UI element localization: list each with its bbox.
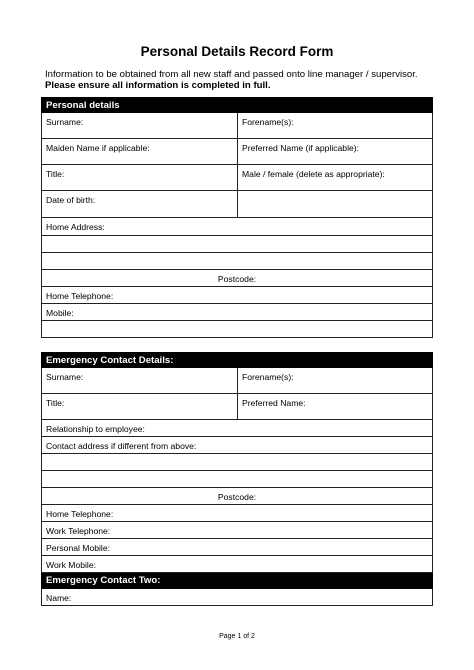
address-blank-line[interactable] — [42, 236, 432, 252]
relationship-field[interactable]: Relationship to employee: — [46, 424, 145, 434]
address-blank-line[interactable] — [42, 471, 432, 487]
intro-text — [45, 69, 418, 91]
emergency-preferred-name-field[interactable]: Preferred Name: — [242, 398, 306, 408]
emergency-contact-section — [41, 352, 433, 606]
emergency-postcode-field[interactable]: Postcode: — [217, 492, 257, 502]
home-telephone-row — [41, 287, 433, 304]
contact-address-line-2 — [41, 454, 433, 471]
work-mobile-field[interactable]: Work Mobile: — [46, 560, 96, 570]
postcode-row — [41, 270, 433, 287]
contact-address-line-3 — [41, 471, 433, 488]
emergency-surname-field[interactable]: Surname: — [42, 368, 238, 393]
address-blank-line[interactable] — [42, 454, 432, 470]
address-blank-line[interactable] — [42, 253, 432, 269]
personal-details-header: Personal details — [41, 97, 433, 113]
title-field[interactable]: Title: — [42, 165, 238, 190]
intro-line-1: Information to be obtained from all new staff and passed onto line manager / supervisor. — [45, 69, 418, 80]
emergency-two-name-row — [41, 589, 433, 606]
home-address-field[interactable]: Home Address: — [46, 222, 105, 232]
maiden-name-field[interactable]: Maiden Name if applicable: — [42, 139, 238, 164]
emergency-forenames-field[interactable]: Forename(s): — [242, 372, 294, 382]
home-telephone-field[interactable]: Home Telephone: — [46, 291, 114, 301]
page-number: Page 1 of 2 — [219, 633, 255, 640]
work-telephone-field[interactable]: Work Telephone: — [46, 526, 111, 536]
dob-field[interactable]: Date of birth: — [42, 191, 238, 217]
emergency-contact-header: Emergency Contact Details: — [41, 352, 433, 368]
intro-line-2: Please ensure all information is completed in full. — [45, 80, 271, 91]
mobile-field[interactable]: Mobile: — [46, 308, 74, 318]
dob-row — [41, 191, 433, 218]
surname-row — [41, 113, 433, 139]
address-line-2 — [41, 236, 433, 253]
dob-blank-cell — [238, 191, 432, 217]
contact-address-field[interactable]: Contact address if different from above: — [46, 441, 197, 451]
maiden-row — [41, 139, 433, 165]
emergency-surname-row — [41, 368, 433, 394]
address-row — [41, 218, 433, 236]
postcode-field[interactable]: Postcode: — [217, 274, 257, 284]
preferred-name-field[interactable]: Preferred Name (if applicable): — [242, 143, 360, 153]
emergency-contact-two-header: Emergency Contact Two: — [41, 573, 433, 589]
emergency-home-telephone-row — [41, 505, 433, 522]
personal-blank-row — [41, 321, 433, 338]
emergency-title-row — [41, 394, 433, 420]
title-row — [41, 165, 433, 191]
work-telephone-row — [41, 522, 433, 539]
relationship-row — [41, 420, 433, 437]
forenames-field[interactable]: Forename(s): — [242, 117, 294, 127]
personal-mobile-field[interactable]: Personal Mobile: — [46, 543, 111, 553]
emergency-home-telephone-field[interactable]: Home Telephone: — [46, 509, 114, 519]
emergency-two-name-field[interactable]: Name: — [46, 593, 72, 603]
contact-address-row — [41, 437, 433, 454]
address-line-3 — [41, 253, 433, 270]
personal-mobile-row — [41, 539, 433, 556]
page-title: Personal Details Record Form — [140, 44, 334, 59]
personal-details-section — [41, 97, 433, 338]
emergency-title-field[interactable]: Title: — [42, 394, 238, 419]
blank-line[interactable] — [42, 321, 432, 337]
emergency-postcode-row — [41, 488, 433, 505]
work-mobile-row — [41, 556, 433, 573]
mobile-row — [41, 304, 433, 321]
surname-field[interactable]: Surname: — [42, 113, 238, 138]
gender-field[interactable]: Male / female (delete as appropriate): — [242, 169, 385, 179]
